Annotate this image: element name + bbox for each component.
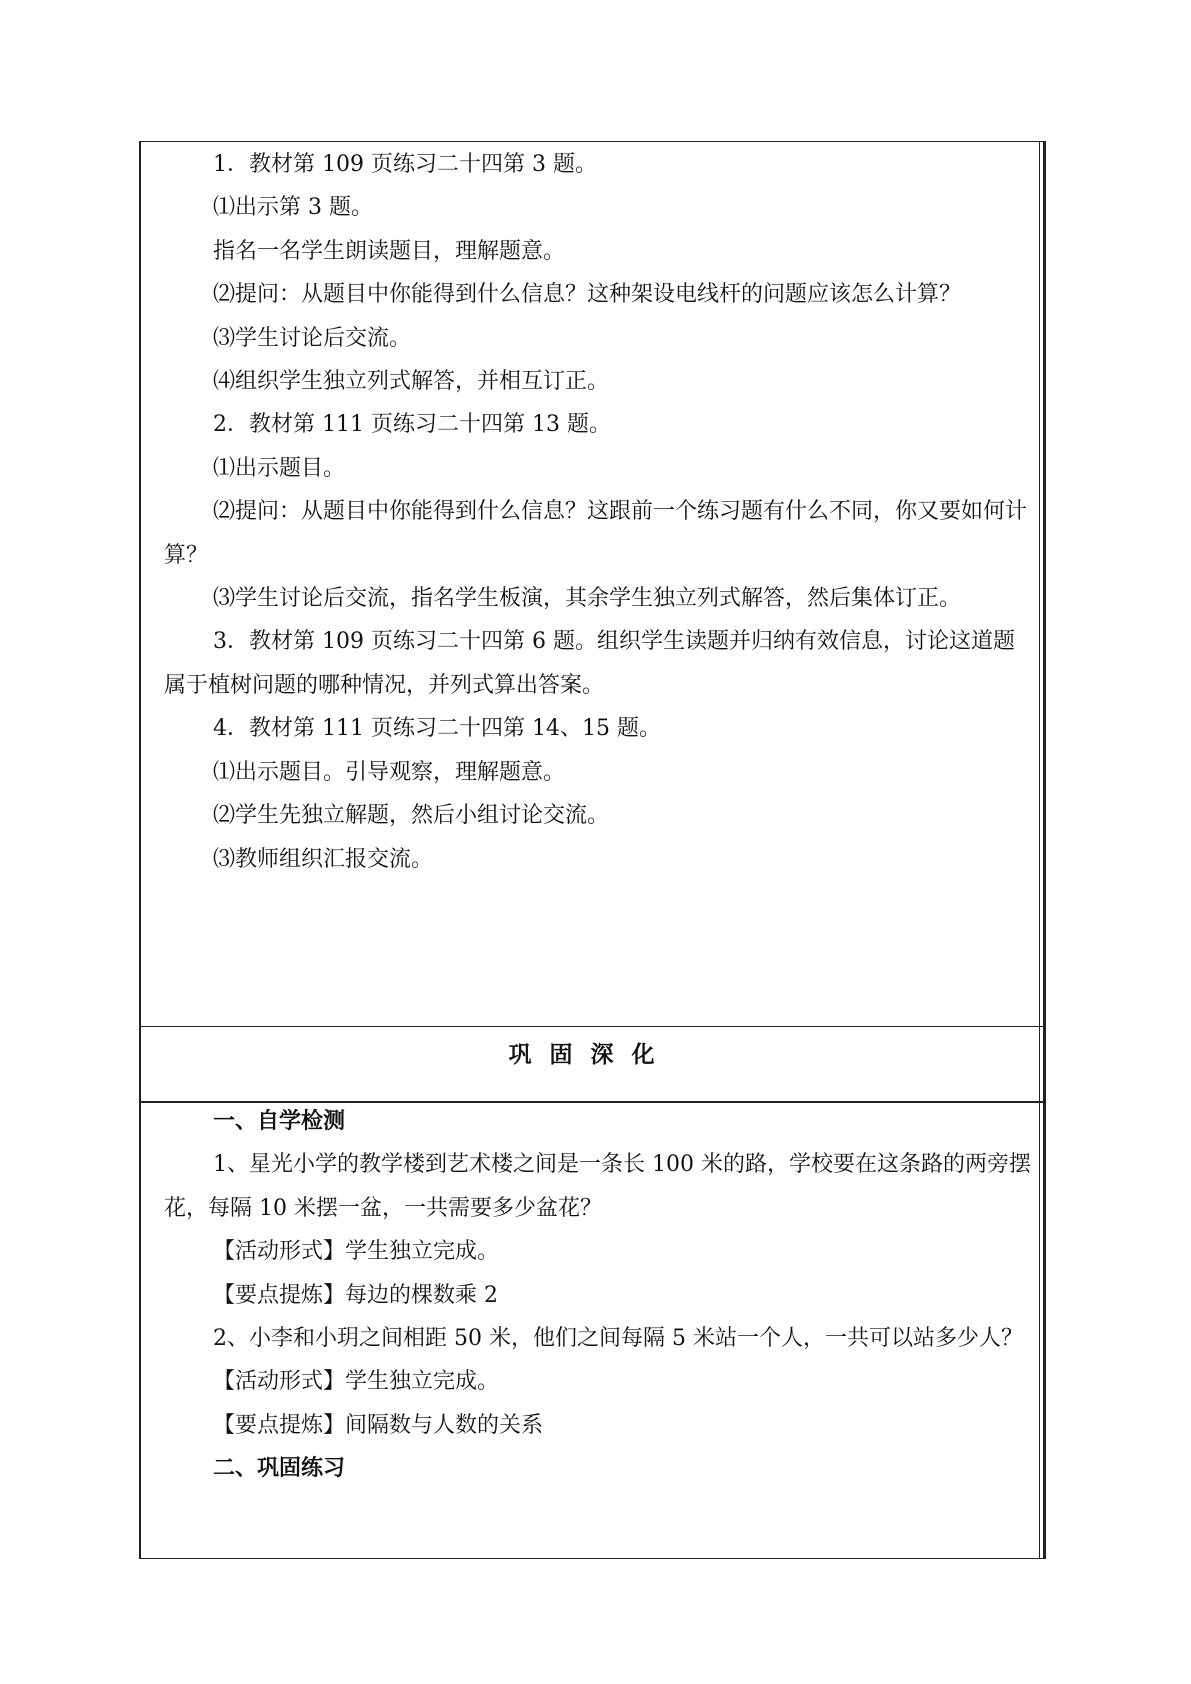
teaching-steps-cell xyxy=(164,143,1034,881)
text-line: 【活动形式】学生独立完成。 xyxy=(213,1239,500,1265)
text-line: ⑶学生讨论后交流，指名学生板演，其余学生独立列式解答，然后集体订正。 xyxy=(213,586,962,612)
text-line: 【活动形式】学生独立完成。 xyxy=(213,1369,500,1395)
section-title: 巩固深化 xyxy=(508,1041,673,1068)
text-line: ⑴出示题目。引导观察，理解题意。 xyxy=(213,759,566,785)
self-check-cell xyxy=(164,1100,1034,1491)
text-line: ⑷组织学生独立列式解答，并相互订正。 xyxy=(213,369,610,395)
section-heading: 二、巩固练习 xyxy=(213,1455,346,1482)
text-line: ⑶学生讨论后交流。 xyxy=(213,325,412,351)
text-line: 【要点提炼】间隔数与人数的关系 xyxy=(213,1412,544,1438)
text-line: 3．教材第 109 页练习二十四第 6 题。组织学生读题并归纳有效信息，讨论这道题属于植树问题的哪种情况，并列式算出答案。 xyxy=(164,629,1015,698)
text-line: 2、小李和小玥之间相距 50 米，他们之间每隔 5 米站一个人，一共可以站多少人？ xyxy=(213,1326,1023,1352)
text-line: 1．教材第 109 页练习二十四第 3 题。 xyxy=(213,152,597,177)
text-line: 2．教材第 111 页练习二十四第 13 题。 xyxy=(213,412,611,438)
table-right-border xyxy=(1039,141,1046,1559)
text-line: 4．教材第 111 页练习二十四第 14、15 题。 xyxy=(213,716,661,742)
text-line: ⑶教师组织汇报交流。 xyxy=(213,846,434,872)
text-line: ⑴出示题目。 xyxy=(213,455,346,481)
text-line: 【要点提炼】每边的棵数乘 2 xyxy=(213,1282,498,1308)
text-line: ⑵提问：从题目中你能得到什么信息？这跟前一个练习题有什么不同，你又要如何计算？ xyxy=(164,499,1028,568)
text-line: 指名一名学生朗读题目，理解题意。 xyxy=(213,238,566,264)
text-line: ⑵提问：从题目中你能得到什么信息？这种架设电线杆的问题应该怎么计算？ xyxy=(213,282,962,308)
table-divider xyxy=(139,1026,1046,1027)
section-heading: 一、自学检测 xyxy=(213,1108,346,1134)
text-line: 1、星光小学的教学楼到艺术楼之间是一条长 100 米的路，学校要在这条路的两旁摆花，每隔 10 米摆一盆，一共需要多少盆花？ xyxy=(164,1152,1031,1221)
text-line: ⑴出示第 3 题。 xyxy=(213,195,373,221)
text-line: ⑵学生先独立解题，然后小组讨论交流。 xyxy=(213,803,610,829)
